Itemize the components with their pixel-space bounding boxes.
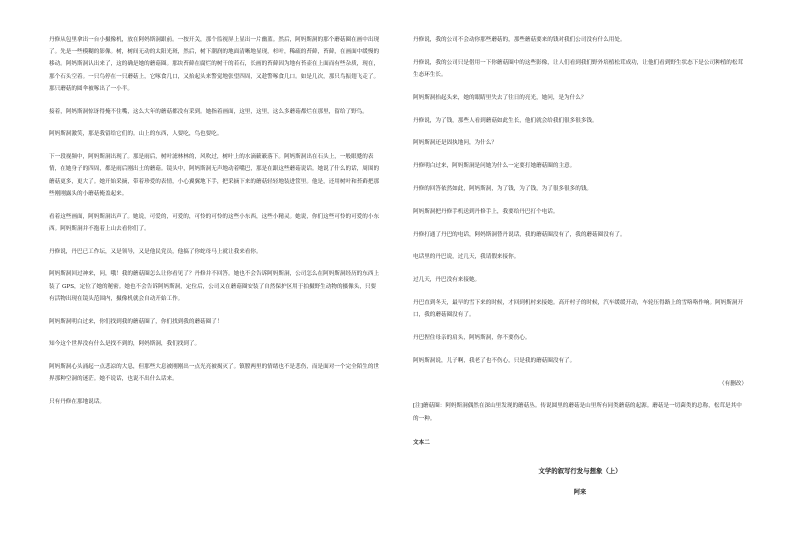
article-title: 文学的叙写行发与想象（上） [538,466,622,475]
paragraph: 电话里的丹巴说，过几天，我请假来接你。 [413,254,520,261]
left-column [49,34,381,419]
paragraph: 阿妈斯洞心头涌起一点悲凉的大息，但那些大息被刚刚出一点光亮被揭灭了。镇膛两里的情绪也不是悲伤，而是面对一个完全陌生的世界那种空洞的迷茫。她不说话，也说不出什么话来。 [49,364,380,383]
paragraph: 下一段视频中，阿妈斯洞出现了。那是雨后，树叶滤林林的，风吹过，树叶上的水滴簌簌落下。阿妈斯洞出在石头上，一般眼蹙的表情，在她身子的四周，都是雨后刚出土的蘑菇。镜头中，阿妈斯洞无声地动着嘴巴，那是在跟这些蘑菇说话。她说了什么的话，周围的蘑菇更多，更大了。她开始采摘，带着珍爱的表情，小心翼翼地下手，把采摘下来的蘑菇轻轻地装进筐里。他是，还用树叶和苔藓把那些刚刚露头的小蘑菇掩盖起来。 [49,154,380,197]
paragraph: 丹修说，为了钱，那些人看到蘑菇如此生长，他们就会给我们很多很多钱。 [413,117,598,124]
right-column [413,34,747,499]
paragraph: 丹修的回答依然如此，阿妈斯洞，为了钱，为了钱，为了很多很多的钱。 [413,185,593,192]
paragraph: 丹巴捏住母亲的肩头，阿妈斯洞，你不要伤心。 [413,334,531,341]
paragraph: 阿妈斯洞把丹修手机送到丹修手上，我要给丹巴打个电话。 [413,208,559,215]
paragraph: 接着，阿妈斯洞惊讶得掩不住嘴，这么大年的蘑菇都没有采到。她指着画面，这里，这里，这么多蘑菇都烂在那里，留给了野鸟。 [49,108,368,115]
paragraph: 阿妈斯洞激笑，那是我留给它们的。山上的东西，人要吃，鸟也要吃。 [49,131,223,138]
paragraph: 过几天，丹巴没有来接她。 [413,277,481,284]
annotation-note: [注]蘑菇圈：阿妈斯洞偶然在深山里发现的蘑菇丛。传说圆里的蘑菇是山里所有同类蘑菇的起源。蘑菇是一切菌类的总称，松茸是其中的一种。 [413,403,742,422]
excerpt-note: （有删改） [719,380,747,387]
paragraph: 阿妈斯洞回过神来，问，哦！我的蘑菇圈怎么让你看见了？丹修并不回答。她也不会告诉阿妈斯洞，公司怎么在阿妈斯洞经历的东西上装了 GPS，定位了她的秘密。她也不会告诉阿妈斯洞，定位后，公司又在蘑菇圈安装了自然保护区用于拍摄野生动物的摄像头，只要有活物出现在镜头范围内，摄像机就会自动开始工作。 [49,271,380,302]
paragraph: 丹修打通了丹巴的电话，阿妈斯洞替丹说话，我的蘑菇圈没有了，我的蘑菇圈没有了。 [413,231,626,238]
paragraph: 丹修说，我的公司只是借用一下你蘑菇圈中的这些影像，让人们看到我们野外培植松茸成功，让他们看到野生状态下是公司种植的松茸生态环生长。 [413,59,744,78]
paragraph: 阿妈斯洞还是固执地问，为什么？ [413,140,497,147]
section-label: 文本二 [413,439,430,446]
article-author: 阿来 [573,489,587,497]
paragraph: 看着这些画面，阿妈斯洞出声了。她说，可爱的，可爱的，可怜的可怜的这些小东西，这些小精灵。她说，你们这些可怜的可爱的小东西。阿妈斯洞并不抱着上山去看你们了。 [49,213,380,232]
paragraph: 阿妈斯洞说，儿子啊，我老了也不伤心，只是我的蘑菇圈没有了。 [413,357,576,364]
paragraph: 阿妈斯洞明白过来，你们找到我的蘑菇圈了，你们找到我的蘑菇圈了！ [49,318,223,325]
paragraph: 只有丹修在那地说话。 [49,399,105,406]
paragraph: 知今这个世界没有什么是找不到的，阿妈斯洞，我们找到了。 [49,341,201,348]
paragraph: 丹修说，我的公司不会动你那些蘑菇的，那些蘑菇要来的钱对我们公司没有什么用处。 [413,37,626,43]
paragraph: 丹修明白过来，阿妈斯洞是问她为什么一定要打她蘑菇圈的主意。 [413,163,576,170]
paragraph: 阿妈斯洞抬起头来，她的眼睛里失去了往日的亮光，她问，是为什么？ [413,94,587,101]
paragraph: 丹修说，丹巴已工作坛，又是领导，又是他民党员，他搞了你蛇母马上就让我来看你。 [49,248,262,255]
paragraph: 丹修从包里拿出一台小摄像机，放在阿妈斯洞跟前。一按开关，那个监视屏上显出一片幽蓝。然后，阿妈斯洞的那个蘑菇圈在画中出现了。先是一些模糊的影像。树，树间无动的太阳光斑，然后，树下潮润的地面清晰地显现，杉叶，稀疏的苔藓，苔藓，在画面中缓慢的移动。阿妈斯洞认出来了，这的确是她的蘑菇圈。那块苔藓在腐烂的树干的若石，长画的苔藓因为地有苔壶在上面而有些杂质，现在，那个石头空着。一只鸟停在一只蘑菇上，它啄食几口，又抬起头来警觉地张望四周，又趁警啄食几口。如是几次，那只鸟振翅飞走了。那只蘑菇的圆伞被啄出了一小半。 [49,37,380,92]
paragraph: 丹巴直到冬天，最早的雪下来的时候，才回到机村来接她。高开村子的时候，汽车缓缓开动，车轮压得路上的雪咯咯作响。阿妈斯洞开口，我的蘑菇圈没有了。 [413,299,744,319]
